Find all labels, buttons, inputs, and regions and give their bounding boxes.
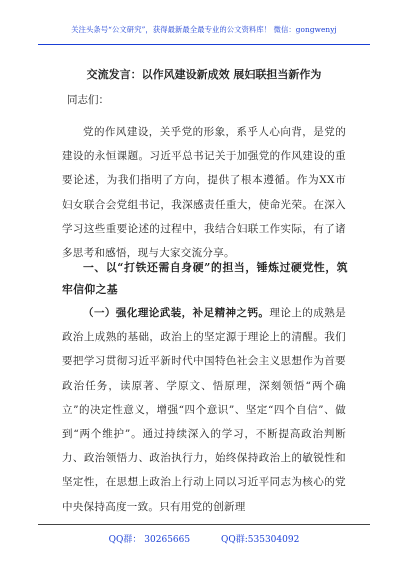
header-banner: 关注头条号“公文研究”，获得最新最全最专业的公文资料库！ 微信：gongwenyj: [71, 25, 337, 34]
subsection-paragraph: [62, 301, 346, 519]
salutation: 同志们：: [67, 94, 109, 106]
intro-section: [62, 120, 346, 265]
footer-divider: [38, 524, 370, 525]
subsection-lead: （一）强化理论武装，补足精神之钙。: [83, 307, 270, 319]
footer-contacts: [0, 532, 408, 545]
footer-qq-group-2: QQ群:535304092: [220, 535, 300, 545]
document-title: 交流发言：以作风建设新成效 展妇联担当新作为: [86, 68, 322, 81]
intro-paragraph: 党的作风建设，关乎党的形象，系乎人心向背，是党的建设的永恒课题。习近平总书记关于加强党的作风建设的重要论述，为我们指明了方向，提供了根本遵循。作为XX市妇女联合会党组书记，我深感责任重大，使命光荣。在深入学习这些重要论述的过程中，我结合妇联工作实际，有了诸多思考和感悟，现与大家交流分享。: [62, 126, 346, 260]
section-heading: 一、以“打铁还需自身硬”的担当，锤炼过硬党性，筑牢信仰之基: [62, 261, 348, 296]
header-divider: [38, 44, 370, 45]
footer-qq-group-1: QQ群： 30265665: [108, 535, 191, 545]
subsection-body: 理论上的成熟是政治上成熟的基础，政治上的坚定源于理论上的清醒。我们要把学习贯彻习近平新时代中国特色社会主义思想作为首要政治任务，读原著、学原文、悟原理，深刻领悟“两个确立”的决定性意义，增强“四个意识”、坚定“四个自信”、做到“两个维护”。通过持续深入的学习，不断提高政治判断力、政治领悟力、政治执行力，始终保持政治上的敏锐性和坚定性，在思想上政治上行动上同以习近平同志为核心的党中央保持高度一致。只有用党的创新理: [62, 307, 346, 513]
